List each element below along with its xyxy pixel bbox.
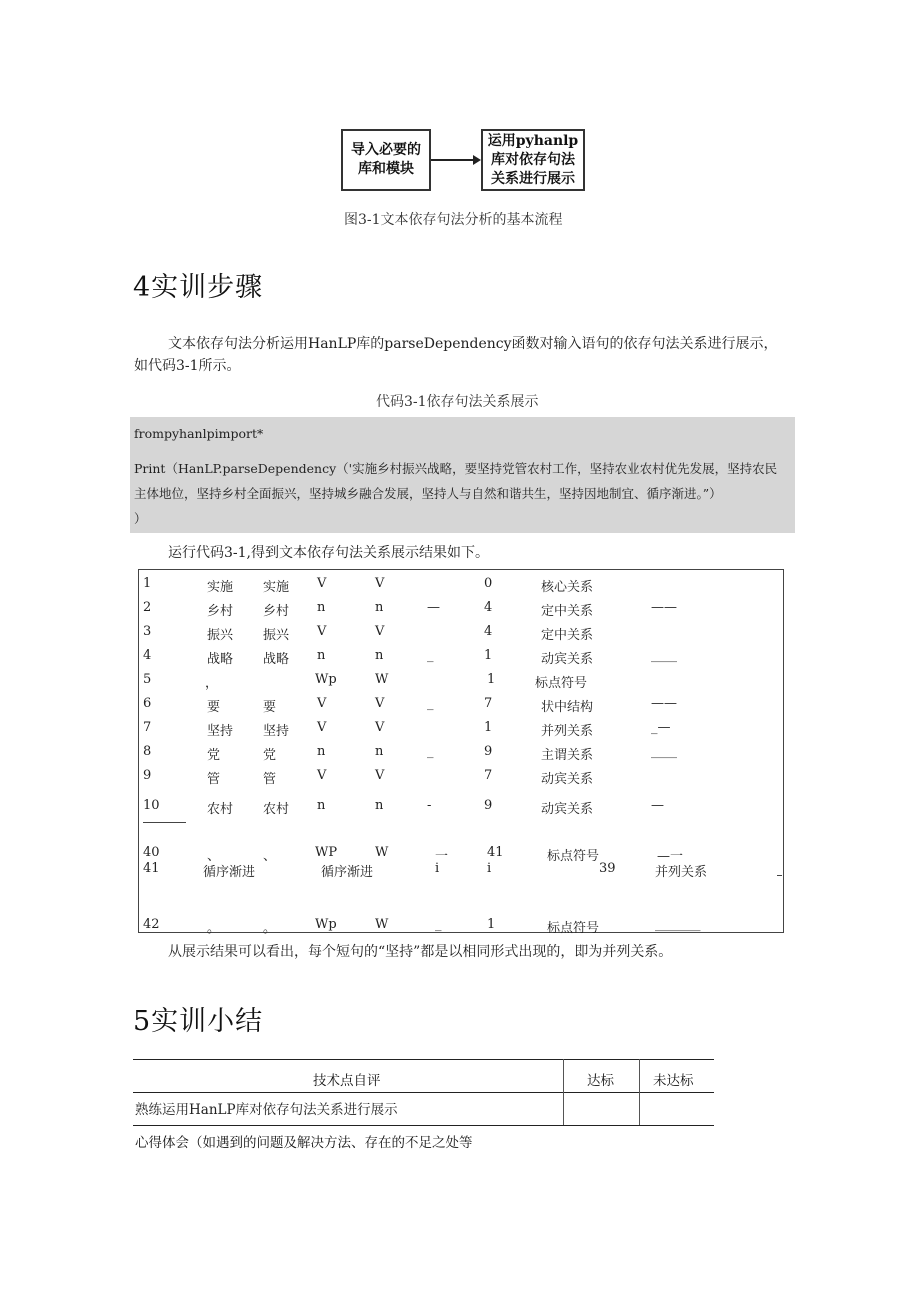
result-cell-id: 41 [143, 861, 160, 876]
result-cell-head: 0 [484, 576, 493, 591]
result-cell-head: 7 [484, 768, 493, 783]
result-cell-pos: V [375, 624, 385, 639]
result-cell-tail: _______ [655, 917, 701, 932]
result-cell-head: 4 [484, 624, 493, 639]
result-cell-head: 9 [484, 798, 493, 813]
row-marker [777, 875, 782, 876]
result-cell-head: 1 [484, 648, 493, 663]
result-cell-head: 4 [484, 600, 493, 615]
conclusion-text: 从展示结果可以看出，每个短句的“坚持”都是以相同形式出现的，即为并列关系。 [168, 944, 673, 960]
intro-paragraph-line1: 文本依存句法分析运用HanLP库的parseDependency函数对输入语句的依存句法关系进行展示， [168, 336, 778, 352]
result-cell-word: 管 [207, 772, 221, 787]
section-5-title: 5实训小结 [133, 1006, 264, 1037]
reflection-prompt: 心得体会（如遇到的问题及解决方法、存在的不足之处等 [135, 1135, 473, 1151]
result-cell-lemma: 战略 [263, 652, 290, 667]
result-cell-head: 1 [487, 672, 496, 687]
table-header-pass: 达标 [587, 1073, 614, 1089]
result-cell-head: 7 [484, 696, 493, 711]
result-cell-pos: W [375, 672, 389, 687]
result-cell-lemma: 管 [263, 772, 277, 787]
figure-caption: 图3-1文本依存句法分析的基本流程 [344, 212, 563, 228]
code-block [130, 417, 795, 533]
result-cell-head: 1 [484, 720, 493, 735]
result-cell-word: 振兴 [207, 628, 234, 643]
result-cell-id: 6 [143, 696, 152, 711]
result-cell-id: 1 [143, 576, 152, 591]
result-cell-tail: —一 [657, 849, 684, 864]
result-cell-rel: 定中关系 [541, 628, 594, 643]
result-cell-cpos: WP [315, 845, 338, 860]
result-cell-tail: —— [651, 600, 677, 615]
result-cell-lemma: 要 [263, 700, 277, 715]
result-cell-word: 要 [207, 700, 221, 715]
result-cell-tail: — [651, 798, 664, 813]
result-cell-id: 4 [143, 648, 152, 663]
dependency-result-box [138, 569, 784, 936]
result-cell-rel: 定中关系 [541, 604, 594, 619]
result-cell-id: 40 [143, 845, 160, 860]
table-row-rule [133, 1125, 714, 1126]
code-line-continued: 主体地位，坚持乡村全面振兴，坚持城乡融合发展，坚持人与自然和谐共生，坚持因地制宜、循序渐进。”） [134, 486, 722, 501]
flow-box-import: 导入必要的 库和模块 [341, 129, 431, 191]
result-cell-rel: 核心关系 [541, 580, 594, 595]
result-cell-head: i [487, 861, 492, 876]
result-cell-head: 9 [484, 744, 493, 759]
result-cell-pos: n [375, 648, 384, 663]
result-cell-rel: 主谓关系 [541, 748, 594, 763]
result-cell-id: 10 [143, 798, 160, 813]
result-cell-pos: n [375, 798, 384, 813]
result-cell-lemma: 乡村 [263, 604, 290, 619]
intro-paragraph-line2: 如代码3-1所示。 [134, 358, 241, 374]
result-cell-word: ， [205, 676, 219, 691]
result-cell-pos: V [375, 696, 385, 711]
result-cell-cpos: n [317, 600, 326, 615]
result-cell-word: 战略 [207, 652, 234, 667]
result-cell-id: 42 [143, 917, 160, 932]
result-cell-pos: V [375, 576, 385, 591]
table-col-divider-1 [563, 1059, 564, 1125]
result-cell-rel: 动宾关系 [541, 802, 594, 817]
result-cell-word: 。 [207, 921, 221, 936]
result-cell-pos: V [375, 720, 385, 735]
result-cell-tail: ____ [651, 648, 677, 663]
result-cell-cpos: n [317, 798, 326, 813]
result-cell-tail: —— [651, 696, 677, 711]
result-cell-lemma: 党 [263, 748, 277, 763]
result-cell-lemma: 实施 [263, 580, 290, 595]
result-cell-id: 7 [143, 720, 152, 735]
result-cell-tail: _— [651, 720, 671, 735]
result-cell-tail: ____ [651, 744, 677, 759]
result-cell-lemma: 坚持 [263, 724, 290, 739]
result-cell-word: 党 [207, 748, 221, 763]
result-cell-rel: 标点符号 [535, 676, 588, 691]
result-cell-mark: _ [435, 917, 442, 932]
result-cell-cpos: V [317, 576, 327, 591]
result-cell-cpos: V [317, 624, 327, 639]
code-line-print: Print（HanLP.parseDependency（'实施乡村振兴战略，要坚持党管农村工作，坚持农业农村优先发展，坚持农民 [134, 461, 778, 476]
table-top-rule [133, 1059, 714, 1060]
result-cell-pos: V [375, 768, 385, 783]
result-cell-mark: i [435, 861, 440, 876]
result-cell-mark: _ [427, 648, 434, 663]
table-col-divider-2 [639, 1059, 640, 1125]
flow-arrow-icon [431, 150, 481, 170]
result-intro: 运行代码3-1,得到文本依存句法关系展示结果如下。 [168, 545, 489, 561]
result-cell-rel: 标点符号 [547, 849, 600, 864]
result-cell-head: 1 [487, 917, 496, 932]
result-cell-mark: 一 [435, 849, 449, 864]
result-cell-tail: 并列关系 [655, 865, 708, 880]
result-cell-word: 坚持 [207, 724, 234, 739]
result-cell-word: 实施 [207, 580, 234, 595]
result-cell-pos: W [375, 917, 389, 932]
result-cell-id: 5 [143, 672, 152, 687]
result-cell-word: 、 [207, 849, 221, 864]
flow-box-display: 运用pyhanlp 库对依存句法 关系进行展示 [481, 129, 585, 191]
result-cell-mark: — [427, 600, 440, 615]
result-cell-rel: 动宾关系 [541, 772, 594, 787]
result-cell-cpos: V [317, 768, 327, 783]
table-row-skill: 熟练运用HanLP库对依存句法关系进行展示 [135, 1102, 398, 1118]
code-line-import: frompyhanlpimport* [134, 426, 264, 441]
result-cell-lemma: 。 [263, 921, 277, 936]
result-cell-cpos: Wp [315, 917, 337, 932]
result-cell-word: 乡村 [207, 604, 234, 619]
result-cell-rel: 并列关系 [541, 724, 594, 739]
result-cell-id: 9 [143, 768, 152, 783]
code-caption: 代码3-1依存句法关系展示 [376, 394, 539, 410]
result-cell-id: 3 [143, 624, 152, 639]
result-cell-id: 8 [143, 744, 152, 759]
result-cell-mark: - [427, 798, 432, 813]
result-cell-cpos: n [317, 744, 326, 759]
result-cell-cpos: Wp [315, 672, 337, 687]
result-cell-pos: W [375, 845, 389, 860]
result-cell-rel: 39 [599, 861, 616, 876]
result-cell-lemma: 振兴 [263, 628, 290, 643]
result-cell-cpos: V [317, 696, 327, 711]
result-cell-cpos: V [317, 720, 327, 735]
result-cell-rel: 动宾关系 [541, 652, 594, 667]
result-cell-cpos: n [317, 648, 326, 663]
result-cell-pos: n [375, 744, 384, 759]
result-cell-lemma: 农村 [263, 802, 290, 817]
result-cell-id: 2 [143, 600, 152, 615]
result-cell-lemma: 循序渐进 [321, 865, 374, 880]
result-cell-word: 农村 [207, 802, 234, 817]
result-cell-rel: 标点符号 [547, 921, 600, 936]
code-line-close: ） [134, 511, 147, 526]
result-cell-lemma: 、 [263, 849, 277, 864]
section-4-title: 4实训步骤 [133, 272, 264, 303]
table-header-fail: 未达标 [653, 1073, 694, 1089]
result-cell-mark: _ [427, 744, 434, 759]
result-cell-rel: 状中结构 [541, 700, 594, 715]
ellipsis-rule [143, 822, 186, 823]
result-cell-pos: n [375, 600, 384, 615]
result-cell-head: 41 [487, 845, 504, 860]
table-header-rule [133, 1092, 714, 1093]
result-cell-mark: _ [427, 696, 434, 711]
table-header-skill: 技术点自评 [313, 1073, 381, 1089]
result-cell-word: 循序渐进 [203, 865, 256, 880]
